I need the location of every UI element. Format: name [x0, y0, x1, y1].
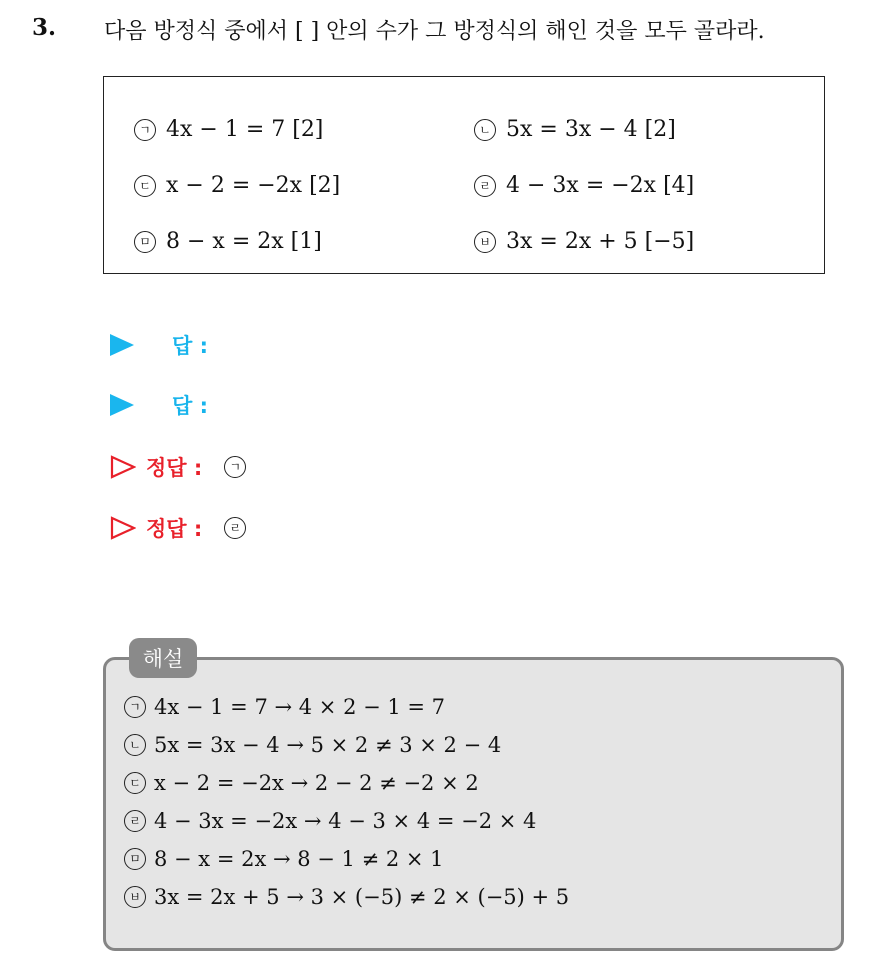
correct-answer-label: 정답 : — [146, 517, 203, 541]
choice-equation: 4 − 3x = −2x [4] — [506, 173, 695, 198]
correct-answer-label: 정답 : — [146, 456, 203, 480]
circled-marker: ㄱ — [124, 696, 146, 718]
correct-answer-row — [110, 513, 246, 543]
explanation-text: 3x = 2x + 5 → 3 × (−5) ≠ 2 × (−5) + 5 — [154, 885, 570, 909]
answer-row — [110, 330, 208, 360]
circled-marker: ㅁ — [124, 848, 146, 870]
choices-box — [103, 76, 825, 274]
circled-marker: ㄷ — [134, 175, 156, 197]
explanation-line — [124, 733, 501, 757]
triangle-outline-icon — [110, 516, 136, 540]
explanation-text: 8 − x = 2x → 8 − 1 ≠ 2 × 1 — [154, 847, 444, 871]
correct-answer-row — [110, 452, 246, 482]
question-number: 3. — [32, 14, 57, 41]
explanation-line — [124, 847, 444, 871]
answer-label: 답 : — [172, 334, 208, 358]
circled-marker: ㅁ — [134, 231, 156, 253]
choice-equation: 8 − x = 2x [1] — [166, 229, 322, 254]
explanation-text: 4 − 3x = −2x → 4 − 3 × 4 = −2 × 4 — [154, 809, 537, 833]
choice-item — [134, 229, 322, 254]
choice-equation: 4x − 1 = 7 [2] — [166, 117, 324, 142]
explanation-line — [124, 885, 569, 909]
triangle-icon — [110, 334, 134, 356]
choice-item — [134, 173, 340, 198]
circled-marker: ㄴ — [124, 734, 146, 756]
triangle-outline-icon — [110, 455, 136, 479]
explanation-tab: 해설 — [129, 638, 197, 678]
circled-marker: ㅂ — [124, 886, 146, 908]
circled-marker: ㄹ — [124, 810, 146, 832]
explanation-line — [124, 809, 536, 833]
triangle-icon — [110, 394, 134, 416]
circled-marker: ㄹ — [474, 175, 496, 197]
answer-label: 답 : — [172, 394, 208, 418]
choice-equation: x − 2 = −2x [2] — [166, 173, 341, 198]
explanation-line — [124, 695, 445, 719]
answer-row — [110, 390, 208, 420]
explanation-text: 5x = 3x − 4 → 5 × 2 ≠ 3 × 2 − 4 — [154, 733, 502, 757]
correct-answer-value: ㄹ — [224, 517, 246, 539]
choice-equation: 3x = 2x + 5 [−5] — [506, 229, 695, 254]
choice-equation: 5x = 3x − 4 [2] — [506, 117, 676, 142]
choice-item — [474, 173, 694, 198]
circled-marker: ㄷ — [124, 772, 146, 794]
explanation-text: x − 2 = −2x → 2 − 2 ≠ −2 × 2 — [154, 771, 479, 795]
choice-item — [474, 117, 676, 142]
choice-item — [474, 229, 694, 254]
choice-item — [134, 117, 323, 142]
question-text: 다음 방정식 중에서 [ ] 안의 수가 그 방정식의 해인 것을 모두 골라라. — [104, 19, 765, 44]
circled-marker: ㄱ — [134, 119, 156, 141]
circled-marker: ㅂ — [474, 231, 496, 253]
circled-marker: ㄴ — [474, 119, 496, 141]
explanation-box — [103, 657, 844, 951]
explanation-line — [124, 771, 479, 795]
correct-answer-value: ㄱ — [224, 456, 246, 478]
explanation-text: 4x − 1 = 7 → 4 × 2 − 1 = 7 — [154, 695, 446, 719]
